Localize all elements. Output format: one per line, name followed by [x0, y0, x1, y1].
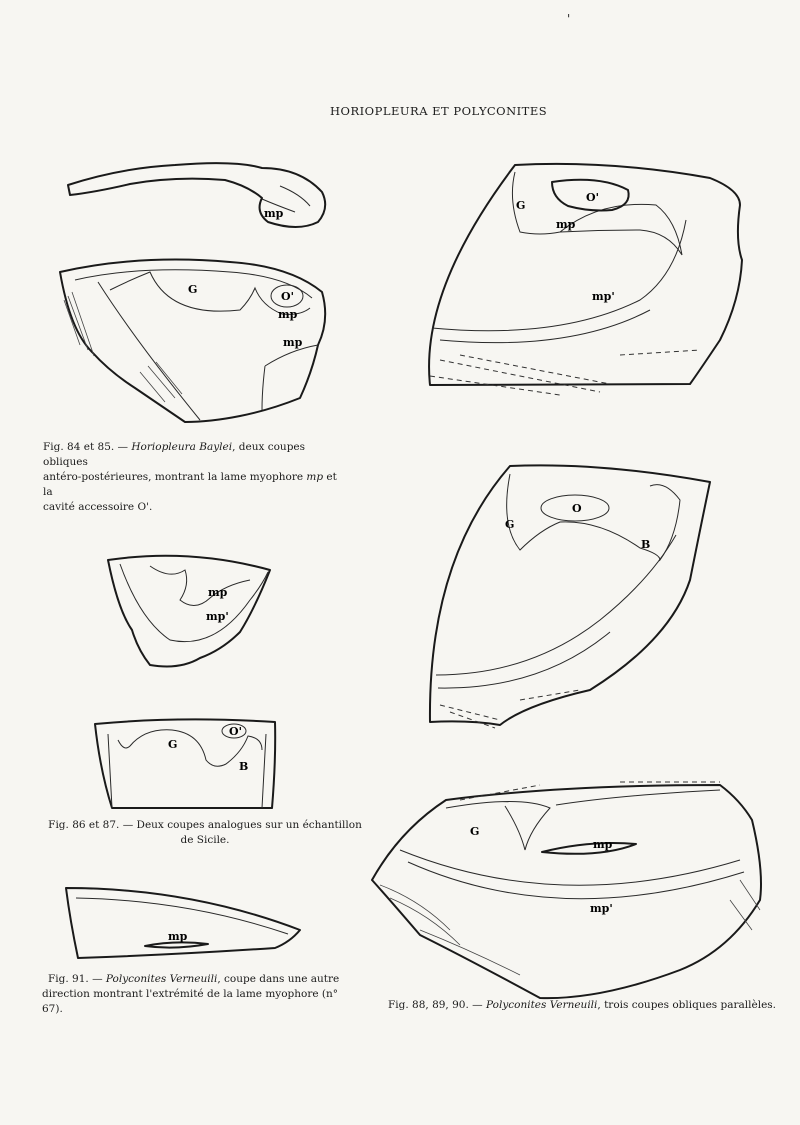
fig86-label-mp: mp [208, 586, 228, 599]
fig89-label-O: O [572, 502, 582, 515]
fig90-drawing [372, 782, 761, 998]
fig88-label-mpprime: mp' [592, 290, 615, 303]
fig85-drawing [60, 260, 325, 422]
fig87-label-B: B [239, 760, 249, 773]
caption-fig86-87: Fig. 86 et 87. — Deux coupes analogues sur un échantillon de Sicile. [48, 819, 362, 846]
page-mark: ' [567, 12, 571, 26]
fig85-label-Oprime: O' [281, 290, 294, 303]
fig88-label-G: G [516, 199, 526, 212]
fig86-drawing [108, 556, 270, 667]
fig86-label-mpprime: mp' [206, 610, 229, 623]
fig89-label-G: G [505, 518, 515, 531]
fig88-label-mp: mp [556, 218, 576, 231]
fig85-label-mp2: mp [283, 336, 303, 349]
caption-fig84-85: Fig. 84 et 85. — Horiopleura Baylei, deux coupes obliques antéro-postérieures, montrant la lame myophore mp et la cavité accessoire O'. [43, 441, 337, 513]
fig90-label-mpprime: mp' [590, 902, 613, 915]
fig88-drawing [429, 164, 742, 395]
fig91-drawing [66, 888, 300, 958]
fig85-label-G: G [188, 283, 198, 296]
fig84-drawing [68, 163, 325, 227]
caption-fig91: Fig. 91. — Polyconites Verneuili, coupe dans une autre direction montrant l'extrémité de la lame myophore (n° 67). [42, 973, 340, 1015]
fig90-label-mp: mp [593, 838, 613, 851]
fig89-drawing [430, 465, 710, 728]
fig90-label-G: G [470, 825, 480, 838]
fig87-drawing [95, 719, 275, 808]
fig87-label-G: G [168, 738, 178, 751]
running-head: HORIOPLEURA ET POLYCONITES [330, 104, 548, 118]
fig89-label-B: B [641, 538, 651, 551]
fig87-label-Oprime: O' [229, 725, 242, 738]
fig85-label-mp: mp [278, 308, 298, 321]
caption-fig88-90: Fig. 88, 89, 90. — Polyconites Verneuili, trois coupes obliques parallèles. [388, 999, 777, 1011]
fig88-label-Oprime: O' [586, 191, 599, 204]
fig91-label-mp: mp [168, 930, 188, 943]
fig84-label-mp: mp [264, 207, 284, 220]
